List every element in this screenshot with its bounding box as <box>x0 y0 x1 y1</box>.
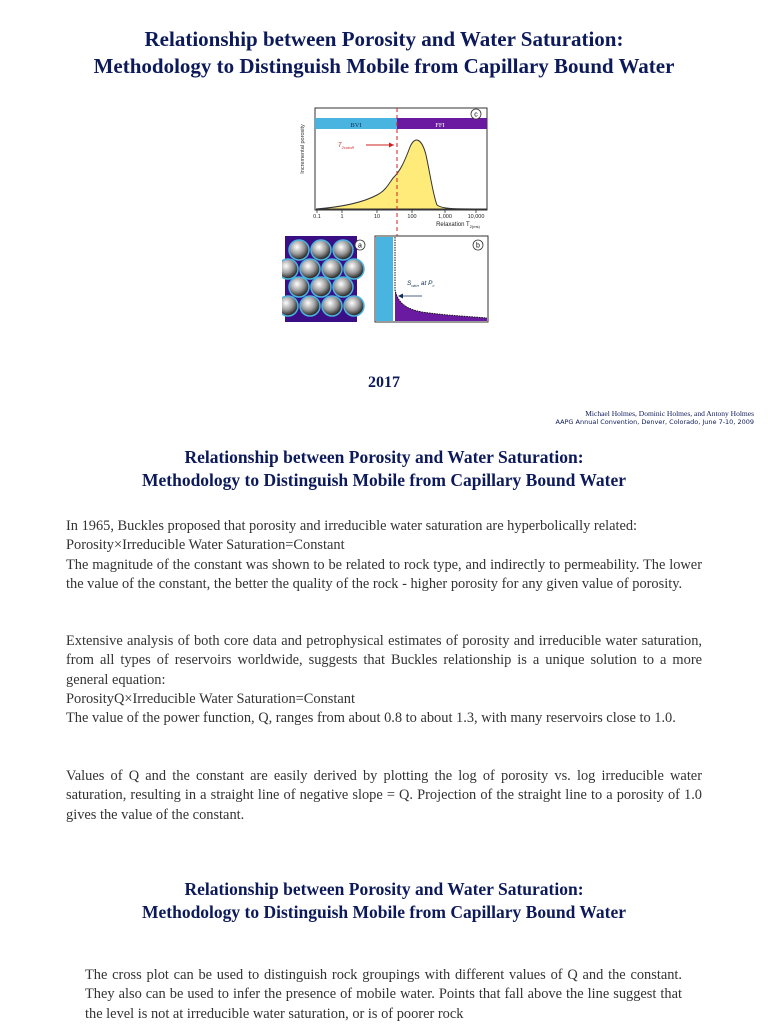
x-tick-label: 0.1 <box>313 214 321 220</box>
slide3-paragraph-crossplot: The cross plot can be used to distinguish rock groupings with different values of Q and the constant. They also can be used to infer the presence of mobile water. Points that fall above the line suggest that the level is not at irreducible water saturation, or is of poorer rock <box>85 967 682 1022</box>
buckles-intro: In 1965, Buckles proposed that porosity and irreducible water saturation are hyperbolically related: <box>66 518 638 534</box>
panel-b-label: b <box>476 242 480 250</box>
grain-sphere <box>333 277 353 297</box>
grain-sphere <box>322 296 342 316</box>
x-tick-label: 1 <box>340 214 344 220</box>
slide1-title-line2: Methodology to Distinguish Mobile from Capillary Bound Water <box>93 54 675 78</box>
grain-sphere <box>344 296 364 316</box>
slide2-title-line1: Relationship between Porosity and Water Saturation: <box>184 447 584 467</box>
nmr-porosity-figure <box>282 105 492 325</box>
grain-sphere <box>289 277 309 297</box>
grain-sphere <box>282 296 298 316</box>
grain-sphere <box>333 240 353 260</box>
general-intro: Extensive analysis of both core data and petrophysical estimates of porosity and irreducible water saturation, from all types of reservoirs worldwide, suggests that Buckles relationship is a unique solution to a more general equation: <box>66 633 702 688</box>
irreducible-water-band <box>376 237 393 321</box>
x-tick-label: 100 <box>407 214 417 220</box>
grain-sphere <box>311 240 331 260</box>
grain-sphere <box>344 259 364 279</box>
slide1-title-line1: Relationship between Porosity and Water Saturation: <box>144 27 624 51</box>
slide1-year: 2017 <box>368 374 400 391</box>
general-q-range: The value of the power function, Q, ranges from about 0.8 to about 1.3, with many reservoirs close to 1.0. <box>66 710 676 727</box>
slide3-title <box>0 878 768 924</box>
grain-sphere <box>300 296 320 316</box>
credit-authors: Michael Holmes, Dominic Holmes, and Antony Holmes <box>585 409 754 418</box>
grain-spheres <box>282 240 364 316</box>
grain-sphere <box>289 240 309 260</box>
panel-a-label: a <box>358 242 362 250</box>
x-axis-label: Relaxation $T_{2(ms)}$ <box>436 222 480 229</box>
slide1-title <box>0 26 768 80</box>
grain-sphere <box>322 259 342 279</box>
panel-c-label: c <box>474 111 478 119</box>
bvi-label: BVI <box>350 122 362 129</box>
slide2-title-line2: Methodology to Distinguish Mobile from Capillary Bound Water <box>141 470 627 490</box>
general-equation: PorosityQ×Irreducible Water Saturation=Constant <box>66 690 355 707</box>
slide3-title-line2: Methodology to Distinguish Mobile from Capillary Bound Water <box>141 902 627 922</box>
credit-event: AAPG Annual Convention, Denver, Colorado, June 7-10, 2009 <box>555 418 754 426</box>
x-tick-label: 10 <box>373 214 381 220</box>
buckles-equation: Porosity×Irreducible Water Saturation=Constant <box>66 537 345 554</box>
x-tick-label: 1,000 <box>438 214 452 220</box>
buckles-constant: The magnitude of the constant was shown to be related to rock type, and indirectly to permeability. The lower the value of the constant, the better the quality of the rock - higher porosity for any given value of porosity. <box>66 556 702 592</box>
grain-sphere <box>300 259 320 279</box>
slide2-paragraph-buckles <box>66 517 702 594</box>
slide3-title-line1: Relationship between Porosity and Water Saturation: <box>184 879 584 899</box>
slide2-paragraph-general <box>66 632 702 728</box>
x-tick-label: 10,000 <box>467 214 485 220</box>
swirr-label: $S_{wirrr}$ at $P_c$ <box>407 280 435 288</box>
t2-cutoff-label: $T_{2cutoff}$ <box>338 143 354 150</box>
slide2-paragraph-derivation: Values of Q and the constant are easily derived by plotting the log of porosity vs. log irreducible water saturation, resulting in a straight line of negative slope = Q. Projection of the straight line to a porosity of 1.0 gives the value of the constant. <box>66 768 702 823</box>
y-axis-label: Incremental porosity <box>300 124 306 174</box>
ffi-label: FFI <box>435 122 445 129</box>
slide1-credit <box>555 409 754 427</box>
x-axis-ticks <box>313 210 484 220</box>
grain-sphere <box>282 259 298 279</box>
grain-sphere <box>311 277 331 297</box>
slide2-title <box>0 446 768 492</box>
